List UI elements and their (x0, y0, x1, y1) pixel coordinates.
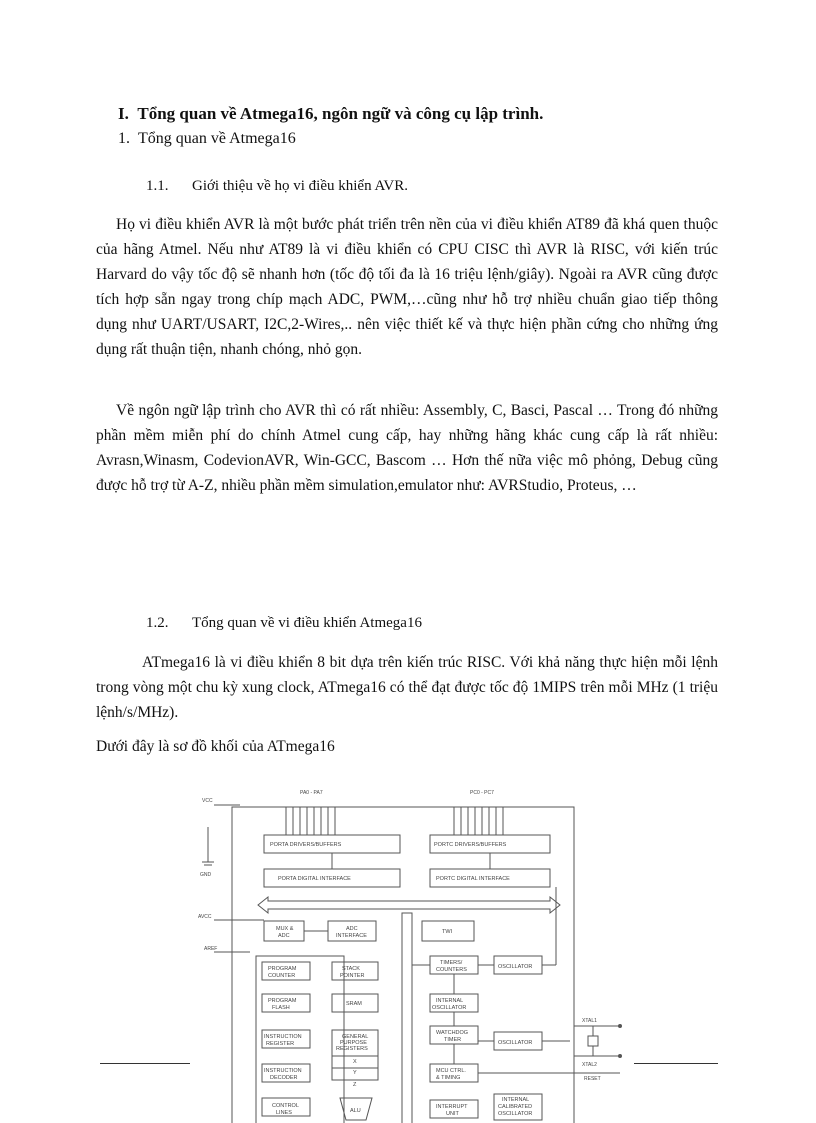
xtal1-label: XTAL1 (582, 1018, 597, 1024)
heading-level1: I. Tổng quan về Atmega16, ngôn ngữ và công cụ lập trình. (118, 104, 544, 123)
instruction-register-block-line2: REGISTER (266, 1041, 295, 1047)
general-purpose-registers-line3: REGISTERS (336, 1046, 368, 1052)
control-lines-block-line2: LINES (276, 1110, 292, 1116)
heading-level2: 1. Tổng quan về Atmega16 (118, 130, 296, 147)
program-counter-block: PROGRAM (268, 966, 297, 972)
mcu-ctrl-block-line2: & TIMING (436, 1075, 461, 1081)
interrupt-unit-block-line2: UNIT (446, 1111, 459, 1117)
porta-digital-block: PORTA DIGITAL INTERFACE (278, 876, 351, 882)
general-purpose-registers-line2: PURPOSE (340, 1040, 367, 1046)
section-1-1-heading (146, 178, 408, 195)
vcc-label: VCC (202, 798, 213, 804)
paragraph-avr-intro: Họ vi điều khiển AVR là một bước phát triển trên nền của vi điều khiển AT89 đã khá quen thuộc của hãng Atmel. Nếu như AT89 là vi điều khiển có CPU CISC thì AVR là RISC, với kiến trúc Harvard do vậy tốc độ sẽ nhanh hơn (tốc độ tối đa là 16 triệu lệnh/giây). Ngoài ra AVR cũng được tích hợp sẵn ngay trong chíp mạch ADC, PWM,…cũng như hỗ trợ nhiều chuẩn giao tiếp thông dụng như UART/USART, I2C,2-Wires,.. nên việc thiết kế và thực hiện phần cứng cho những ứng dụng rất thuận tiện, nhanh chóng, nhỏ gọn. (96, 216, 718, 358)
reset-label: RESET (584, 1076, 601, 1082)
port-a-pins (286, 807, 335, 835)
mcu-ctrl-block: MCU CTRL. (436, 1068, 466, 1074)
program-counter-block-line2: COUNTER (268, 973, 296, 979)
footnote-separator-right (634, 1063, 718, 1064)
timers-counters-block-line2: COUNTERS (436, 967, 467, 973)
paragraph-atmega16-overview: ATmega16 là vi điều khiển 8 bit dựa trên kiến trúc RISC. Với khả năng thực hiện mỗi lệnh trong vòng một chu kỳ xung clock, ATmega16 có thể đạt được tốc độ 1MIPS trên mỗi MHz (1 triệu lệnh/s/MHz). (96, 654, 718, 721)
general-purpose-registers-block: GENERAL (342, 1034, 369, 1040)
internal-calibrated-oscillator-line2: CALIBRATED (498, 1104, 533, 1110)
program-flash-block: PROGRAM (268, 998, 297, 1004)
section-1-2-number: 1.2. (146, 615, 169, 631)
internal-calibrated-oscillator-line3: OSCILLATOR (498, 1111, 533, 1117)
oscillator-right-block: OSCILLATOR (498, 1040, 533, 1046)
sram-block: SRAM (346, 1001, 362, 1007)
port-c-pins (454, 807, 503, 835)
gnd-label: GND (200, 872, 212, 878)
port-a-label: PA0 - PA7 (300, 790, 323, 796)
paragraph-avr-languages: Về ngôn ngữ lập trình cho AVR thì có rất nhiều: Assembly, C, Basci, Pascal … Trong đó những phần mềm miễn phí do chính Atmel cung cấp, hay những hãng khác cung cấp là rất nhiều: Avrasn,Winasm, CodevionAVR, Win-GCC, Bascom … Hơn thế nữa việc mô phỏng, Debug cũng được hỗ trợ từ A-Z, nhiều phần mềm simulation,emulator như: AVRStudio, Proteus, … (96, 402, 718, 494)
port-c-label: PC0 - PC7 (470, 790, 494, 796)
interrupt-unit-block: INTERRUPT (436, 1104, 468, 1110)
internal-oscillator-block-line2: OSCILLATOR (432, 1005, 467, 1011)
instruction-decoder-block: INSTRUCTION (264, 1068, 302, 1074)
stack-pointer-block-line2: POINTER (340, 973, 365, 979)
portc-digital-block: PORTC DIGITAL INTERFACE (436, 876, 510, 882)
watchdog-timer-block: WATCHDOG (436, 1030, 469, 1036)
atmega16-block-diagram (190, 780, 630, 1123)
section-1-1-title: Giới thiệu về họ vi điều khiển AVR. (192, 178, 408, 194)
timers-counters-block: TIMERS/ (440, 960, 463, 966)
xtal2-label: XTAL2 (582, 1062, 597, 1068)
adc-interface-block-line2: INTERFACE (336, 933, 367, 939)
porta-drivers-block: PORTA DRIVERS/BUFFERS (270, 842, 342, 848)
avcc-label: AVCC (198, 914, 212, 920)
register-z: Z (353, 1082, 357, 1088)
alu-block: ALU (350, 1108, 361, 1114)
internal-oscillator-block: INTERNAL (436, 998, 464, 1004)
internal-calibrated-oscillator-block: INTERNAL (502, 1097, 530, 1103)
mux-adc-block: MUX & (276, 926, 294, 932)
register-x: X (353, 1059, 357, 1065)
twi-block: TWI (442, 929, 453, 935)
register-y: Y (353, 1070, 357, 1076)
footnote-separator-left (100, 1063, 190, 1064)
stack-pointer-block: STACK (342, 966, 360, 972)
control-lines-block: CONTROL (272, 1103, 299, 1109)
diagram-caption: Dưới đây là sơ đồ khối của ATmega16 (96, 738, 335, 755)
portc-drivers-block: PORTC DRIVERS/BUFFERS (434, 842, 507, 848)
adc-interface-block: ADC (346, 926, 358, 932)
section-1-1-number: 1.1. (146, 178, 169, 194)
mux-adc-block-line2: ADC (278, 933, 290, 939)
watchdog-timer-block-line2: TIMER (444, 1037, 462, 1043)
section-1-2-title: Tổng quan về vi điều khiển Atmega16 (192, 615, 422, 631)
section-1-2-heading (146, 615, 422, 632)
instruction-decoder-block-line2: DECODER (270, 1075, 298, 1081)
instruction-register-block: INSTRUCTION (264, 1034, 302, 1040)
program-flash-block-line2: FLASH (272, 1005, 290, 1011)
oscillator-top-block: OSCILLATOR (498, 964, 533, 970)
aref-label: AREF (204, 946, 218, 952)
